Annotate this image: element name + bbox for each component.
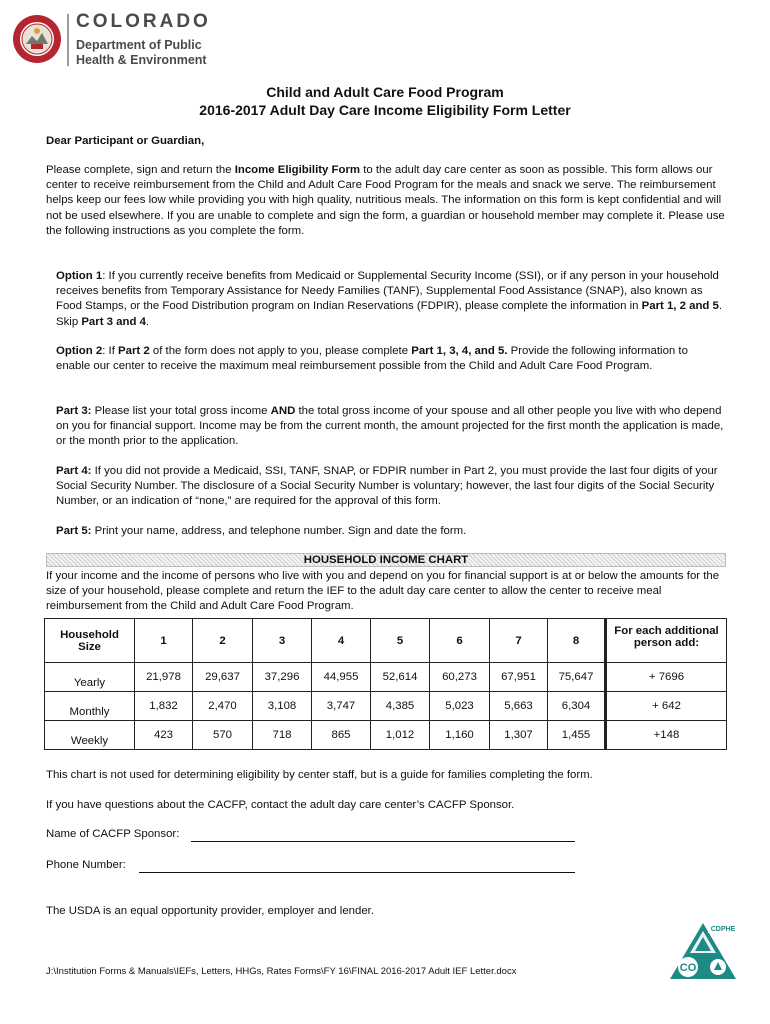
option2-paragraph: Option 2: If Part 2 of the form does not apply to you, please complete Part 1, 3, 4, and 5. Provide the following information to enable our center to receive the maximum meal reimbursement possible from the Child and Adult Care Food Program.	[56, 345, 688, 373]
table-cell: 75,647	[548, 663, 606, 692]
additional-cell: + 7696	[606, 663, 727, 692]
table-cell: 60,273	[430, 663, 490, 692]
logo-state-name: COLORADO	[76, 11, 211, 32]
questions-note: If you have questions about the CACFP, contact the adult day care center’s CACFP Sponsor.	[46, 799, 515, 811]
part5-paragraph: Part 5: Print your name, address, and telephone number. Sign and date the form.	[56, 525, 467, 537]
table-cell: 718	[253, 721, 312, 750]
table-cell: 67,951	[490, 663, 548, 692]
table-cell: 3,747	[312, 692, 371, 721]
table-row	[45, 692, 727, 721]
table-cell: 6,304	[548, 692, 606, 721]
row-label: Weekly	[45, 721, 135, 750]
table-cell: 1,832	[135, 692, 193, 721]
part4-paragraph: Part 4: If you did not provide a Medicaid, SSI, TANF, SNAP, or FDPIR number in Part 2, you must provide the last four digits of your Social Security Number. The disclosure of a Social Security Number is voluntary; however, the last four digits of the Social Security Number, or an indication of “none,” are required for the approval of this form.	[56, 465, 718, 508]
phone-number-field[interactable]	[139, 872, 575, 873]
size-header: 8	[548, 619, 606, 663]
table-cell: 1,307	[490, 721, 548, 750]
colorado-state-seal	[12, 14, 62, 64]
table-cell: 865	[312, 721, 371, 750]
chart-intro: If your income and the income of persons who live with you and depend on you for financial support is at or below the amounts for the size of your household, please complete and return the IEF to the adult day care center to allow the center to receive meal reimbursement from the Child and Adult Care Food Program.	[46, 570, 720, 613]
additional-person-header	[606, 619, 727, 663]
size-header: 4	[312, 619, 371, 663]
logo-department-line2: Health & Environment	[76, 53, 207, 67]
part3-paragraph: Part 3: Please list your total gross income AND the total gross income of your spouse and all other people you live with who depend on you for financial support. Income may be from the current month, the amount projected for the first month the application is made, or the month prior to the application.	[56, 405, 724, 448]
additional-header-line1: For each additional	[614, 625, 719, 637]
row-label: Yearly	[45, 663, 135, 692]
badge-initials: CO	[679, 962, 697, 974]
table-cell: 570	[193, 721, 253, 750]
corner-label-line1: Household	[60, 628, 119, 641]
usda-statement: The USDA is an equal opportunity provider, employer and lender.	[46, 905, 374, 917]
table-cell: 5,023	[430, 692, 490, 721]
row-label: Monthly	[45, 692, 135, 721]
size-header: 1	[135, 619, 193, 663]
table-header-row	[45, 619, 727, 663]
table-cell: 5,663	[490, 692, 548, 721]
table-cell: 1,160	[430, 721, 490, 750]
table-cell: 21,978	[135, 663, 193, 692]
phone-label: Phone Number:	[46, 859, 126, 871]
additional-cell: +148	[606, 721, 727, 750]
size-header: 3	[253, 619, 312, 663]
footer-file-path: J:\Institution Forms & Manuals\IEFs, Letters, HHGs, Rates Forms\FY 16\FINAL 2016-2017 Adult IEF Letter.docx	[46, 966, 517, 977]
table-row	[45, 721, 727, 750]
size-header: 5	[371, 619, 430, 663]
table-cell: 52,614	[371, 663, 430, 692]
household-income-table	[44, 618, 727, 750]
table-cell: 1,012	[371, 721, 430, 750]
logo-department-line1: Department of Public	[76, 38, 202, 52]
table-corner-cell	[45, 619, 135, 663]
chart-note: This chart is not used for determining eligibility by center staff, but is a guide for families completing the form.	[46, 769, 593, 781]
badge-top-text: CDPHE	[710, 926, 736, 933]
additional-cell: + 642	[606, 692, 727, 721]
table-cell: 1,455	[548, 721, 606, 750]
table-cell: 2,470	[193, 692, 253, 721]
table-cell: 44,955	[312, 663, 371, 692]
cdphe-badge-logo	[668, 921, 738, 983]
corner-label-line2: Size	[78, 640, 101, 653]
size-header: 6	[430, 619, 490, 663]
table-cell: 423	[135, 721, 193, 750]
salutation: Dear Participant or Guardian,	[46, 135, 205, 147]
size-header: 7	[490, 619, 548, 663]
logo-divider	[67, 14, 69, 66]
table-cell: 4,385	[371, 692, 430, 721]
page-title: Child and Adult Care Food Program	[266, 84, 504, 100]
additional-header-line2: person add:	[633, 637, 700, 649]
page-subtitle: 2016-2017 Adult Day Care Income Eligibility Form Letter	[199, 102, 571, 118]
table-cell: 3,108	[253, 692, 312, 721]
table-cell: 29,637	[193, 663, 253, 692]
option1-paragraph: Option 1: If you currently receive benefits from Medicaid or Supplemental Security Income (SSI), or if any person in your household receives benefits from Temporary Assistance for Needy Families (TANF), Supplemental Food Assistance (SNAP), also known as Food Stamps, or the Food Distribution program on Indian Reservations (FDPIR), please complete the information in Part 1, 2 and 5. Skip Part 3 and 4.	[56, 270, 723, 328]
size-header: 2	[193, 619, 253, 663]
table-cell: 37,296	[253, 663, 312, 692]
sponsor-name-field[interactable]	[191, 841, 575, 842]
intro-paragraph: Please complete, sign and return the Income Eligibility Form to the adult day care center as soon as possible. This form allows our center to receive reimbursement from the Child and Adult Care Food Program for the meals and snack we serve. The reimbursement helps keep our fees low while providing you with high quality, nutritious meals. The information on this form is kept confidential and will not be used elsewhere. If you are unable to complete and sign the form, a guardian or household member may complete it. Please use the following instructions as you complete the form.	[46, 164, 725, 237]
chart-heading: HOUSEHOLD INCOME CHART	[303, 554, 469, 566]
table-row	[45, 663, 727, 692]
sponsor-label: Name of CACFP Sponsor:	[46, 828, 180, 840]
